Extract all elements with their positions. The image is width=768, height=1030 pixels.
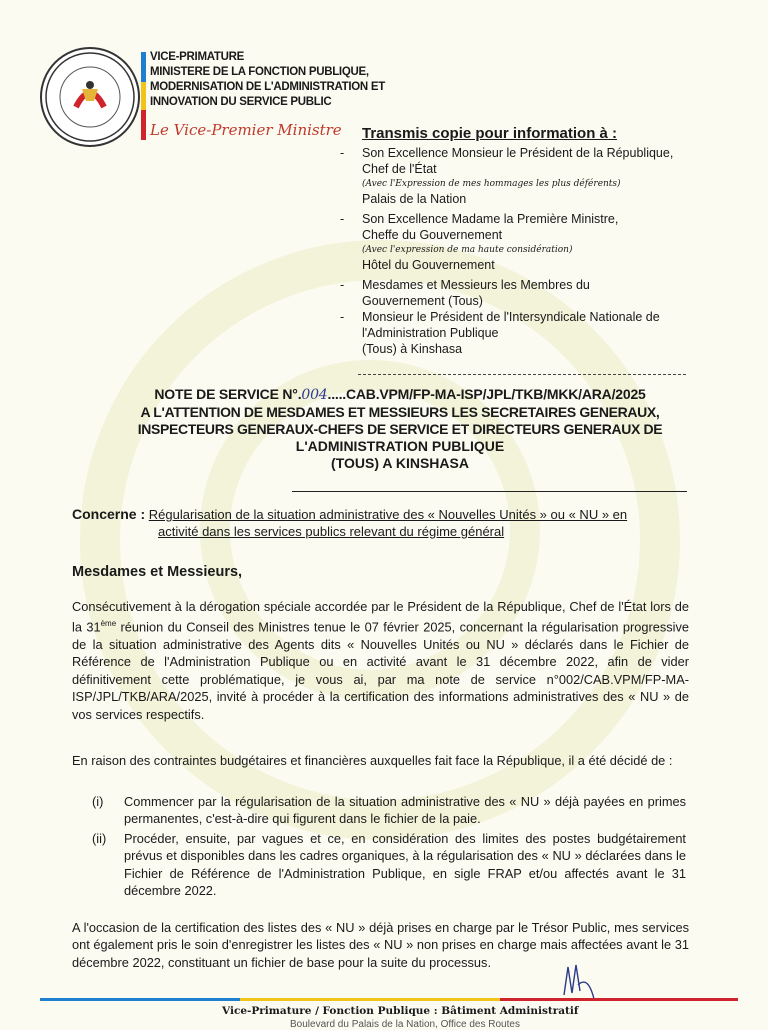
- ministry-line: VICE-PRIMATURE: [150, 51, 244, 63]
- concerne-label: Concerne :: [72, 506, 146, 522]
- list-item: Procéder, ensuite, par vagues et ce, en considération des limites des postes budgétairement prévus et disponibles dans les cadres organiques, à la régularisation des « NU » déclarées dans le Fichier de Référence de l'Administration Publique, en sigle FRAP et/ou affectés avant le 31 décembre 2022.: [124, 831, 686, 899]
- title-divider: [292, 491, 687, 492]
- ministry-line: MINISTERE DE LA FONCTION PUBLIQUE,: [150, 66, 369, 78]
- dotted-divider: [358, 374, 686, 375]
- footer-address-2: Boulevard du Palais de la Nation, Office des Routes: [290, 1019, 520, 1030]
- addressee-line: (TOUS) A KINSHASA: [331, 455, 469, 471]
- concerne-text: activité dans les services publics relevant du régime général: [158, 524, 505, 539]
- list-marker: (ii): [92, 831, 107, 846]
- paragraph-3: A l'occasion de la certification des listes des « NU » déjà prises en charge par le Trésor Public, mes services ont également pris le soin d'enregistrer les listes des « NU » non prises en charge mais affectées avant le 31 décembre 2022, constituant un fichier de base pour la suite du processus.: [72, 920, 689, 970]
- note-number-line: NOTE DE SERVICE N°.004.....CAB.VPM/FP-MA-ISP/JPL/TKB/MKK/ARA/2025: [154, 386, 646, 403]
- ministry-header: [150, 50, 385, 110]
- transmis-item: - Son Excellence Madame la Première Ministre, Cheffe du Gouvernement (Avec l'expression de ma haute considération) Hôtel du Gouvernement: [340, 211, 700, 273]
- addressee-line: INSPECTEURS GENERAUX-CHEFS DE SERVICE ET DIRECTEURS GENERAUX DE: [137, 421, 663, 437]
- note-de-service-title: [80, 386, 720, 472]
- addressee-line: L'ADMINISTRATION PUBLIQUE: [295, 438, 505, 454]
- addressee-line: A L'ATTENTION DE MESDAMES ET MESSIEURS LES SECRETAIRES GENERAUX,: [140, 404, 660, 420]
- government-seal: [40, 47, 140, 147]
- concerne-text: Régularisation de la situation administrative des « Nouvelles Unités » ou « NU » en: [148, 507, 628, 522]
- concerne-block: [72, 506, 692, 540]
- transmis-item: - Monsieur le Président de l'Intersyndicale Nationale de l'Administration Publique (Tous) à Kinshasa: [340, 310, 660, 356]
- seal-ring-icon: [42, 49, 138, 145]
- flag-color-bar: [141, 52, 146, 140]
- transmis-note: (Avec l'Expression de mes hommages les plus déférents): [362, 179, 621, 189]
- footer-address: Vice-Primature / Fonction Publique : Bâtiment Administratif: [222, 1005, 579, 1017]
- transmis-list: [340, 145, 700, 357]
- ministry-line: MODERNISATION DE L'ADMINISTRATION ET: [150, 81, 385, 93]
- transmis-title: Transmis copie pour information à :: [362, 125, 618, 142]
- paragraph-1: Consécutivement à la dérogation spéciale accordée par le Président de la République, Chef de l'État lors de la 31ème réunion du Conseil des Ministres tenue le 07 février 2025, concernant la régularisation progressive de la situation administrative des Agents dits « Nouvelles Unités ou NU » déclarés dans le Fichier de Référence de l'Administration Publique ou en activité avant le 31 décembre 2022, afin de vider définitivement cette problématique, je vous ai, par ma note de service n°002/CAB.VPM/FP-MA-ISP/JPL/TKB/ARA/2025, invité à procéder à la certification des informations administratives des « NU » de vos services respectifs.: [72, 599, 690, 722]
- paragraph-2: En raison des contraintes budgétaires et financières auxquelles fait face la République, il a été décidé de :: [72, 753, 673, 768]
- salutation: Mesdames et Messieurs,: [72, 564, 243, 580]
- list-item: Commencer par la régularisation de la situation administrative des « NU » déjà payées en primes permanentes, c'est-à-dire qui figurent dans le fichier de la paie.: [124, 794, 686, 827]
- transmis-note: (Avec l'expression de ma haute considération): [362, 245, 573, 255]
- handwritten-number: 004: [301, 387, 328, 403]
- list-marker: (i): [92, 794, 104, 809]
- footer-flag-line: [40, 998, 738, 1001]
- vice-premier-signature-script: Le Vice-Premier Ministre: [150, 121, 342, 139]
- transmis-item: - Son Excellence Monsieur le Président de la République, Chef de l'État (Avec l'Expression de mes hommages les plus déférents) Palais de la Nation: [340, 145, 700, 207]
- ministry-line: INNOVATION DU SERVICE PUBLIC: [150, 96, 332, 108]
- transmis-item: - Mesdames et Messieurs les Membres du Gouvernement (Tous): [340, 278, 590, 308]
